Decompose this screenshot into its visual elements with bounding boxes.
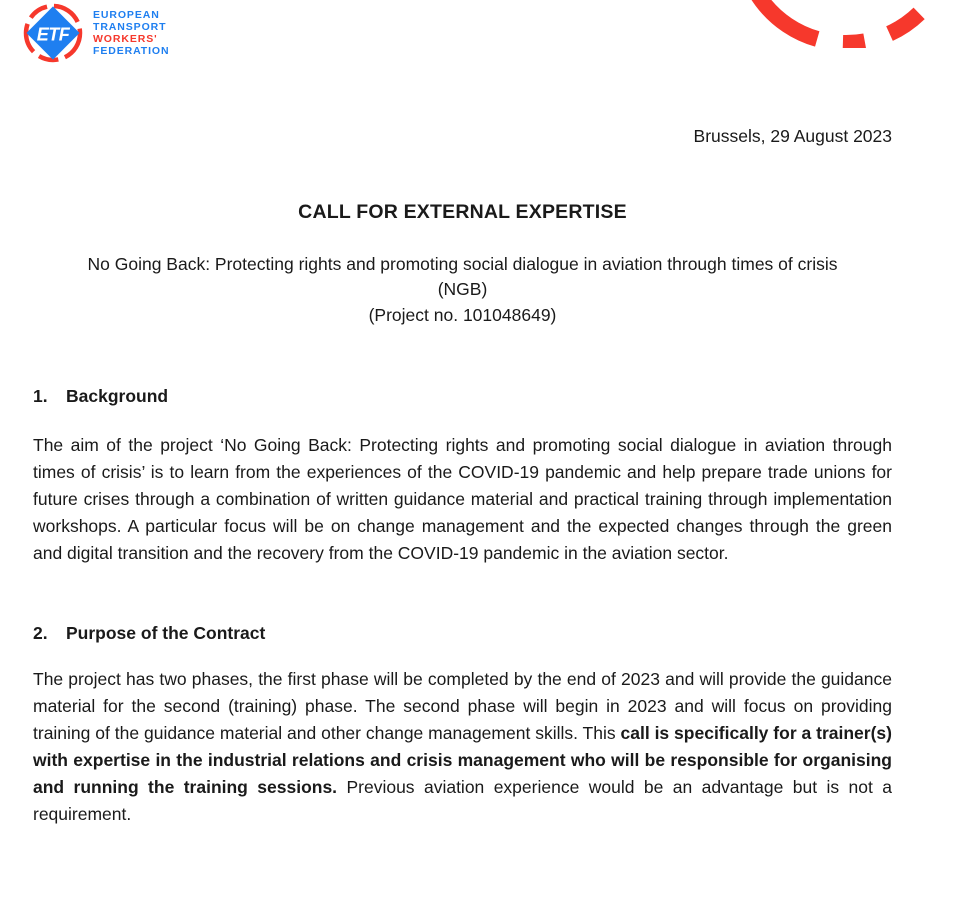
paragraph-text-emphasis: call is specifically for a trainer(s) with expertise in the industrial relations and crisis management who will be responsible for organising and running the training sessions. bbox=[33, 723, 892, 798]
svg-text:ETF: ETF bbox=[36, 24, 70, 45]
subtitle-line-2: (NGB) bbox=[437, 279, 488, 300]
etf-logo-line-1: EUROPEAN bbox=[93, 8, 160, 21]
etf-logo-line-4: FEDERATION bbox=[93, 45, 170, 58]
document-subtitle bbox=[33, 252, 892, 329]
section-title-2: Purpose of the Contract bbox=[66, 622, 266, 643]
page-title: CALL FOR EXTERNAL EXPERTISE bbox=[298, 200, 627, 223]
section-paragraph-purpose bbox=[33, 666, 892, 828]
subtitle-line-1: No Going Back: Protecting rights and promoting social dialogue in aviation through times of crisis bbox=[87, 253, 838, 274]
section-heading-background bbox=[33, 386, 892, 407]
section-number-2: 2. bbox=[33, 622, 48, 643]
paragraph-text-part-1: The project has two phases, the first phase will be completed by the end of 2023 and will provide the guidance material for the second (training) phase. The second phase will begin in 2023 and will focus on providing training of the guidance material and other change management skills. This bbox=[33, 668, 892, 743]
subtitle-line-3: (Project no. 101048649) bbox=[368, 305, 557, 326]
section-title-1: Background bbox=[66, 385, 169, 406]
etf-logo-line-2: TRANSPORT bbox=[93, 20, 167, 33]
paragraph-text-part-2: Previous aviation experience would be an advantage but is not a requirement. bbox=[33, 777, 892, 825]
section-number-1: 1. bbox=[33, 385, 48, 406]
section-paragraph-background: The aim of the project ‘No Going Back: Protecting rights and promoting social dialogue in aviation through times of crisis’ is to learn from the experiences of the COVID-19 pandemic and help prepare trade unions for future crises through a combination of written guidance material and practical training through implementation workshops. A particular focus will be on change management and the expected changes through the green and digital transition and the recovery from the COVID-19 pandemic in the aviation sector. bbox=[33, 434, 892, 563]
document-body bbox=[33, 0, 892, 846]
section-heading-purpose bbox=[33, 623, 892, 644]
dateline: Brussels, 29 August 2023 bbox=[693, 126, 892, 146]
etf-logo-line-3: WORKERS' bbox=[93, 33, 158, 45]
